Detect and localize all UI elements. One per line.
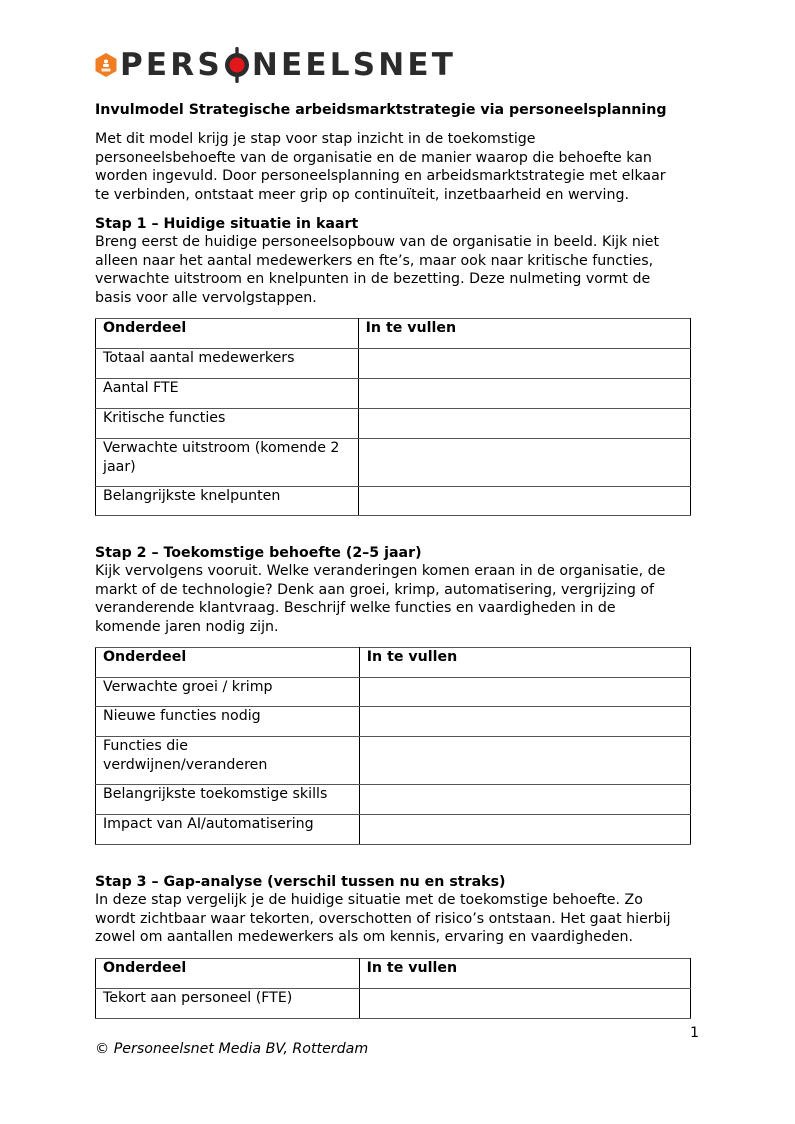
table-row <box>96 707 691 737</box>
row-label: Impact van AI/automatisering <box>96 815 360 845</box>
column-header-in-te-vullen: In te vullen <box>358 319 690 349</box>
row-label: Totaal aantal medewerkers <box>96 349 359 379</box>
row-label: Kritische functies <box>96 409 359 439</box>
column-header-onderdeel: Onderdeel <box>96 648 360 678</box>
table-header-row <box>96 648 691 678</box>
column-header-in-te-vullen: In te vullen <box>359 959 690 989</box>
intro-paragraph <box>95 130 695 204</box>
fill-in-cell[interactable] <box>359 815 690 845</box>
body-line: verwachte uitstroom en knelpunten in de bezetting. Deze nulmeting vormt de <box>95 271 651 287</box>
body-line: markt of de technologie? Denk aan groei, krimp, automatisering, vergrijzing of <box>95 581 655 598</box>
table-header-row <box>96 959 691 989</box>
table-row <box>96 349 691 379</box>
row-label: Belangrijkste toekomstige skills <box>96 785 360 815</box>
fill-in-cell[interactable] <box>358 409 690 439</box>
intro-line: Met dit model krijg je stap voor stap inzicht in de toekomstige <box>95 131 536 147</box>
fill-in-cell[interactable] <box>359 707 690 737</box>
row-label: Belangrijkste knelpunten <box>96 487 359 516</box>
fill-in-cell[interactable] <box>359 989 690 1019</box>
table-row <box>96 439 691 487</box>
row-label: Nieuwe functies nodig <box>96 707 360 737</box>
table-header-row <box>96 319 691 349</box>
row-label: Verwachte uitstroom (komende 2 jaar) <box>96 439 359 487</box>
row-label: Aantal FTE <box>96 379 359 409</box>
table-row <box>96 379 691 409</box>
step-3-heading: Stap 3 – Gap-analyse (verschil tussen nu en straks) <box>95 874 506 890</box>
table-row <box>96 678 691 707</box>
row-label: Tekort aan personeel (FTE) <box>96 989 360 1019</box>
body-line: komende jaren nodig zijn. <box>95 618 279 635</box>
table-row <box>96 785 691 815</box>
intro-line: te verbinden, ontstaat meer grip op continuïteit, inzetbaarheid en werving. <box>95 186 629 203</box>
step-1-heading: Stap 1 – Huidige situatie in kaart <box>95 216 359 232</box>
body-line: alleen naar het aantal medewerkers en fte’s, maar ook naar kritische functies, <box>95 252 654 269</box>
body-line: Breng eerst de huidige personeelsopbouw van de organisatie in beeld. Kijk niet <box>95 234 660 250</box>
step-3-table <box>95 958 691 1019</box>
logo-wordmark <box>120 47 456 83</box>
row-label: Verwachte groei / krimp <box>96 678 360 707</box>
table-row <box>96 409 691 439</box>
pro-badge-icon <box>95 53 117 77</box>
column-header-in-te-vullen: In te vullen <box>359 648 690 678</box>
page-number: 1 <box>690 1025 700 1041</box>
copyright-footer: © Personeelsnet Media BV, Rotterdam <box>95 1041 369 1057</box>
body-line: zowel om aantallen medewerkers als om kennis, ervaring en vaardigheden. <box>95 929 634 945</box>
fill-in-cell[interactable] <box>359 678 690 707</box>
fill-in-cell[interactable] <box>358 439 690 487</box>
fill-in-cell[interactable] <box>359 737 690 785</box>
document-title: Invulmodel Strategische arbeidsmarktstrategie via personeelsplanning <box>95 102 667 118</box>
column-header-onderdeel: Onderdeel <box>96 959 360 989</box>
step-1-body <box>95 233 695 307</box>
intro-line: personeelsbehoefte van de organisatie en de manier waarop die behoefte kan <box>95 149 652 166</box>
step-2-body <box>95 562 695 636</box>
target-o-icon <box>224 47 250 83</box>
body-line: veranderende klantvraag. Beschrijf welke functies en vaardigheden in de <box>95 600 616 616</box>
row-label: Functies die verdwijnen/veranderen <box>96 737 360 785</box>
step-2-heading: Stap 2 – Toekomstige behoefte (2–5 jaar) <box>95 545 422 561</box>
step-2-table <box>95 647 691 845</box>
step-3-body <box>95 891 695 947</box>
personeelsnet-logo <box>95 47 456 83</box>
fill-in-cell[interactable] <box>358 349 690 379</box>
intro-line: worden ingevuld. Door personeelsplanning en arbeidsmarktstrategie met elkaar <box>95 168 666 184</box>
table-row <box>96 989 691 1019</box>
logo-text-after: NEELSNET <box>251 47 457 83</box>
body-line: wordt zichtbaar waar tekorten, overschotten of risico’s ontstaan. Het gaat hierbij <box>95 910 671 927</box>
body-line: In deze stap vergelijk je de huidige situatie met de toekomstige behoefte. Zo <box>95 892 643 908</box>
fill-in-cell[interactable] <box>358 379 690 409</box>
table-row <box>96 487 691 516</box>
body-line: basis voor alle vervolgstappen. <box>95 289 317 306</box>
body-line: Kijk vervolgens vooruit. Welke veranderingen komen eraan in de organisatie, de <box>95 563 666 579</box>
table-row <box>96 737 691 785</box>
step-1-table <box>95 318 691 516</box>
fill-in-cell[interactable] <box>358 487 690 516</box>
logo-text-before: PERS <box>120 47 223 83</box>
column-header-onderdeel: Onderdeel <box>96 319 359 349</box>
fill-in-cell[interactable] <box>359 785 690 815</box>
table-row <box>96 815 691 845</box>
